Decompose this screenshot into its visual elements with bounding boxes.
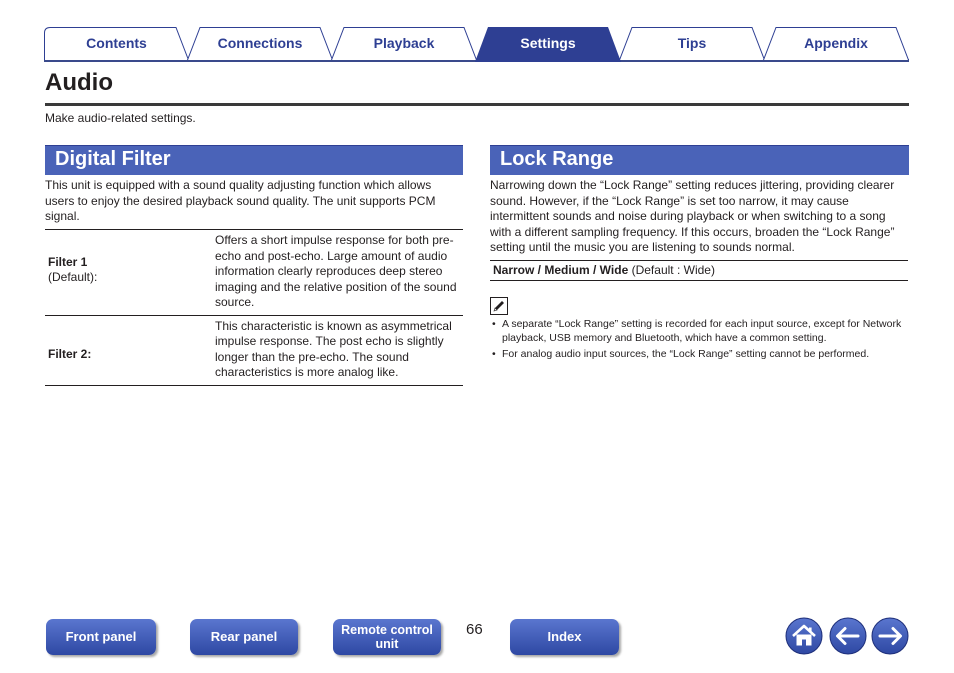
front-panel-button[interactable] <box>46 619 156 655</box>
button-label: Front panel <box>65 629 137 644</box>
tab-appendix[interactable] <box>763 27 909 60</box>
filter-description: This characteristic is known as asymmetrical impulse response. The post echo is slightly longer than the pre-echo. The sound characteristics is more analog like. <box>215 318 452 379</box>
rear-panel-button[interactable] <box>190 619 298 655</box>
tab-label: Settings <box>520 35 576 51</box>
table-row <box>45 229 463 315</box>
tab-label: Contents <box>86 35 147 51</box>
section-heading-digital-filter: Digital Filter <box>45 145 463 175</box>
lock-range-default: (Default : Wide) <box>631 263 715 277</box>
title-divider <box>45 103 909 106</box>
index-button[interactable] <box>510 619 619 655</box>
notes-list <box>491 318 911 365</box>
page-number: 66 <box>466 621 483 638</box>
list-item: • A separate “Lock Range” setting is recorded for each input source, except for Network playback, USB memory and Bluetooth, which have a common setting. <box>491 318 911 345</box>
filter-name-suffix: (Default): <box>48 270 98 284</box>
tab-contents[interactable] <box>44 27 189 60</box>
tab-label: Playback <box>373 35 435 51</box>
home-icon[interactable] <box>785 617 823 655</box>
tab-label: Tips <box>677 35 707 51</box>
table-row <box>45 315 463 386</box>
lock-range-option-values: Narrow / Medium / Wide <box>493 263 629 277</box>
tab-label: Connections <box>217 35 303 51</box>
pencil-note-icon <box>490 297 508 315</box>
digital-filter-description: This unit is equipped with a sound quality adjusting function which allows users to enjoy the desired playback sound quality. The unit supports PCM signal. <box>45 178 436 223</box>
lock-range-description: Narrowing down the “Lock Range” setting reduces jittering, providing clearer sound. However, if the “Lock Range” is set too narrow, it may cause intermittent sounds and noise during playback or when switching to a song with a different sampling frequency. If this occurs, broaden the “Lock Range” setting until the music you are listening to sounds normal. <box>490 178 895 254</box>
list-item: • For analog audio input sources, the “Lock Range” setting cannot be performed. <box>491 348 911 362</box>
filter-name <box>48 347 91 362</box>
back-arrow-icon[interactable] <box>829 617 867 655</box>
button-label: Remote control unit <box>341 623 433 651</box>
filter-name-label: Filter 2: <box>48 346 92 361</box>
page-intro: Make audio-related settings. <box>45 111 196 125</box>
page-title: Audio <box>45 69 113 96</box>
forward-arrow-icon[interactable] <box>871 617 909 655</box>
tab-playback[interactable] <box>331 27 477 60</box>
filter-table <box>45 229 463 386</box>
tab-bar <box>44 27 909 62</box>
filter-description: Offers a short impulse response for both pre-echo and post-echo. Large amount of audio information clearly reproduces deep stereo imaging and the relative position of the sound source. <box>215 233 457 309</box>
lock-range-options <box>490 260 908 281</box>
section-heading-lock-range: Lock Range <box>490 145 909 175</box>
filter-name <box>48 255 97 285</box>
button-label: Index <box>547 629 582 644</box>
tab-connections[interactable] <box>187 27 333 60</box>
remote-control-unit-button[interactable] <box>333 619 441 655</box>
tab-label: Appendix <box>804 35 868 51</box>
filter-name-label: Filter 1 <box>48 255 88 269</box>
tab-tips[interactable] <box>619 27 765 60</box>
tab-settings[interactable] <box>475 27 621 60</box>
button-label: Rear panel <box>210 629 278 644</box>
